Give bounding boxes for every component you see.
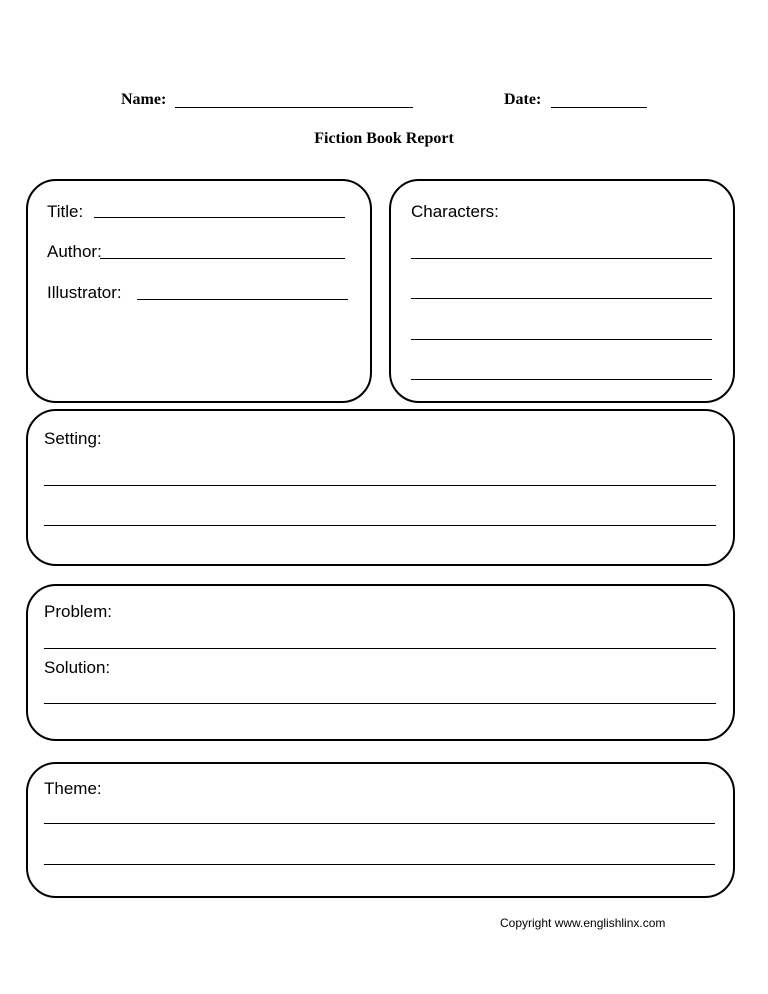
copyright-text: Copyright www.englishlinx.com (500, 916, 666, 930)
problem-label: Problem: (44, 602, 113, 621)
solution-line[interactable] (44, 703, 716, 704)
illustrator-field[interactable] (137, 299, 348, 300)
title-label: Title: (47, 202, 84, 221)
characters-line-4[interactable] (411, 379, 712, 380)
date-label: Date: (504, 91, 542, 108)
characters-line-3[interactable] (411, 339, 712, 340)
problem-line[interactable] (44, 648, 716, 649)
problem-solution-box (26, 584, 735, 741)
book-info-box (26, 179, 372, 403)
author-label: Author: (47, 242, 102, 261)
title-field[interactable] (94, 217, 345, 218)
setting-line-1[interactable] (44, 485, 716, 486)
characters-line-1[interactable] (411, 258, 712, 259)
report-title: Fiction Book Report (314, 130, 454, 147)
illustrator-label: Illustrator: (47, 283, 122, 302)
theme-line-1[interactable] (44, 823, 715, 824)
theme-label: Theme: (44, 779, 102, 798)
author-field[interactable] (100, 258, 345, 259)
theme-box (26, 762, 735, 898)
solution-label: Solution: (44, 658, 111, 677)
characters-line-2[interactable] (411, 298, 712, 299)
name-label: Name: (121, 91, 167, 108)
setting-line-2[interactable] (44, 525, 716, 526)
name-field[interactable] (175, 107, 413, 108)
setting-label: Setting: (44, 429, 102, 448)
characters-box (389, 179, 735, 403)
date-field[interactable] (551, 107, 647, 108)
theme-line-2[interactable] (44, 864, 715, 865)
setting-box (26, 409, 735, 566)
characters-label: Characters: (411, 202, 499, 221)
